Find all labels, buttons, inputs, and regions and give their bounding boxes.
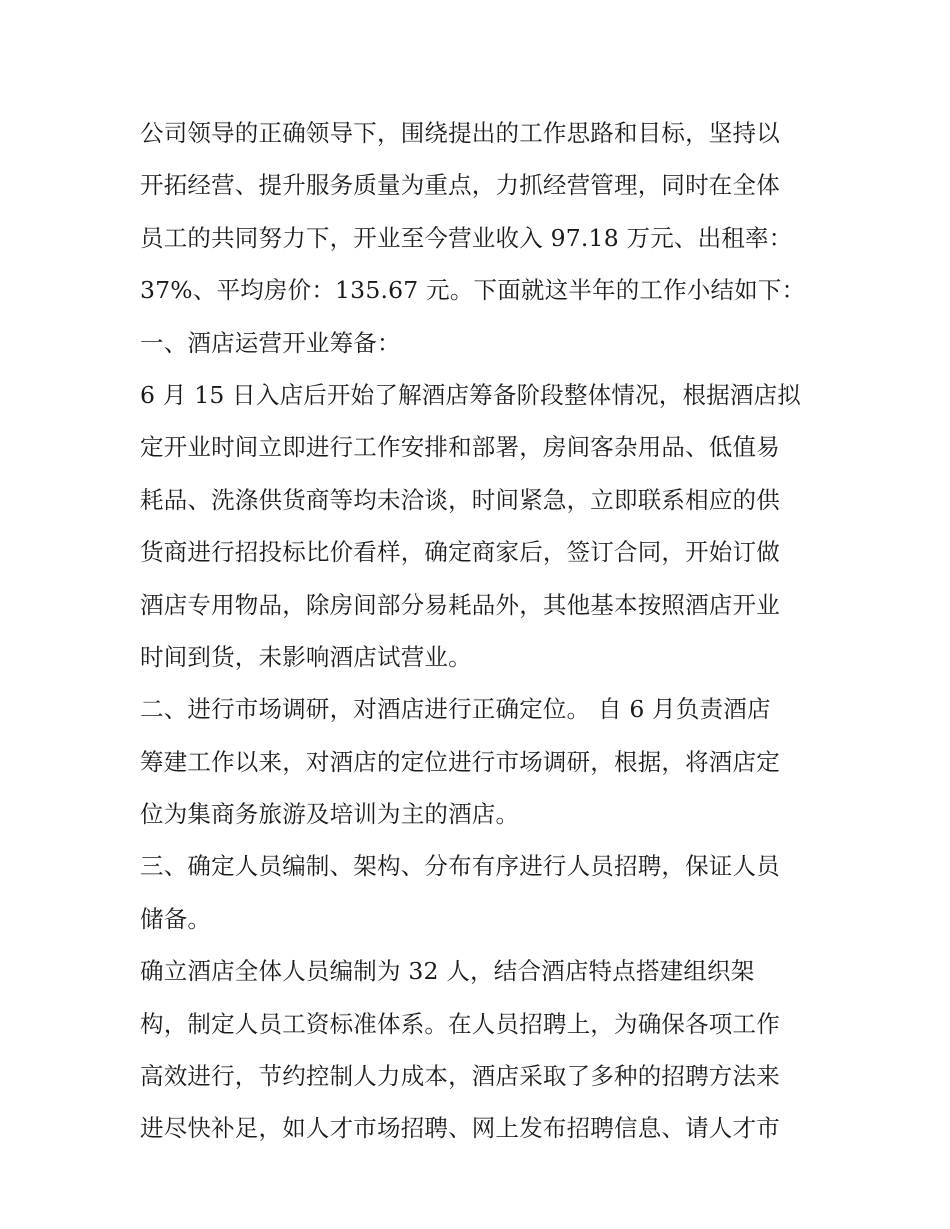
text-line: 进尽快补足，如人才市场招聘、网上发布招聘信息、请人才市: [140, 1114, 780, 1143]
text-line: 定开业时间立即进行工作安排和部署，房间客杂用品、低值易: [140, 433, 780, 462]
text-line: 货商进行招投标比价看样，确定商家后，签订合同，开始订做: [140, 538, 780, 567]
text-line: 耗品、洗涤供货商等均未洽谈，时间紧急，立即联系相应的供: [140, 485, 780, 514]
text-line: 员工的共同努力下，开业至今营业收入 97.18 万元、出租率：: [140, 223, 793, 252]
text-line: 高效进行，节约控制人力成本，酒店采取了多种的招聘方法来: [140, 1062, 780, 1091]
section-heading-1: 一、酒店运营开业筹备：: [140, 328, 401, 357]
text-line: 构，制定人员工资标准体系。在人员招聘上，为确保各项工作: [140, 1009, 780, 1038]
section-heading-2: 二、进行市场调研，对酒店进行正确定位。 自 6 月负责酒店: [140, 695, 771, 724]
text-line: 时间到货，未影响酒店试营业。: [140, 642, 472, 671]
text-line: 确立酒店全体人员编制为 32 人，结合酒店特点搭建组织架: [140, 957, 755, 986]
text-line: 位为集商务旅游及培训为主的酒店。: [140, 800, 520, 829]
text-line: 酒店专用物品，除房间部分易耗品外，其他基本按照酒店开业: [140, 590, 780, 619]
text-line: 储备。: [140, 904, 212, 933]
text-line: 筹建工作以来，对酒店的定位进行市场调研，根据，将酒店定: [140, 747, 780, 776]
body-text: [140, 107, 820, 1155]
text-line: 公司领导的正确领导下，围绕提出的工作思路和目标，坚持以: [140, 119, 780, 147]
section-heading-3: 三、确定人员编制、架构、分布有序进行人员招聘，保证人员: [140, 852, 780, 881]
text-line: 开拓经营、提升服务质量为重点，力抓经营管理，同时在全体: [140, 171, 780, 200]
text-line: 37%、平均房价：135.67 元。下面就这半年的工作小结如下：: [140, 276, 806, 305]
text-line: 6 月 15 日入店后开始了解酒店筹备阶段整体情况，根据酒店拟: [140, 380, 801, 409]
